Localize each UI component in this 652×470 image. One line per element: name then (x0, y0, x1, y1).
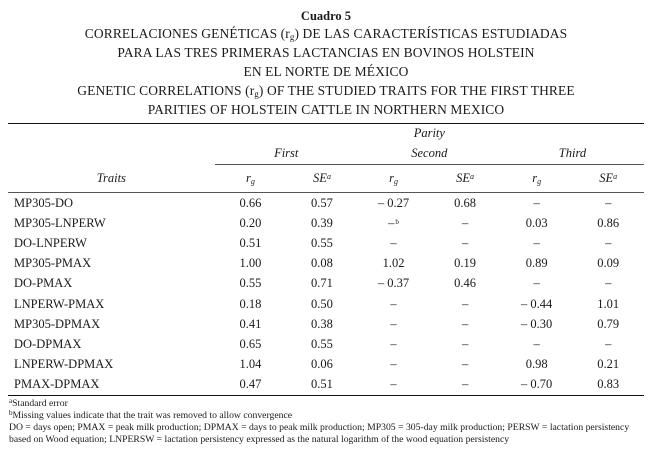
col-header-rg-third: $r_g$ (501, 165, 573, 193)
table-cell: – (605, 276, 612, 291)
table-cell: 0.83 (572, 375, 644, 396)
group-header-second: Second (358, 142, 501, 165)
table-cell: 0.65 (239, 336, 262, 351)
table-cell: – (390, 296, 397, 311)
genetic-correlations-table (8, 124, 644, 396)
table-row (8, 375, 644, 396)
trait-name: DO-DPMAX (14, 336, 82, 351)
table-row (8, 193, 644, 214)
parity-header-row (8, 124, 644, 142)
table-cell: – 0.37 (377, 276, 410, 291)
table-cell: – (461, 215, 469, 230)
trait-name: MP305-PMAX (14, 256, 92, 271)
table-cell-missing: –$^b$ (388, 215, 399, 230)
trait-name: LNPERW-DPMAX (14, 357, 114, 372)
table-cell: – (533, 276, 540, 291)
trait-name: LNPERW-PMAX (14, 296, 105, 311)
table-row (8, 254, 644, 274)
table-cell: – (533, 195, 540, 210)
table-cell: – (533, 235, 540, 250)
table-row (8, 294, 644, 314)
missing-footnote-mark: b (395, 217, 399, 226)
parity-header: Parity (413, 125, 445, 140)
table-number: Cuadro 5 (300, 9, 352, 23)
table-cell: 0.66 (239, 195, 262, 210)
table-cell: 1.02 (382, 256, 405, 271)
table-cell: 0.21 (597, 357, 620, 372)
table-cell: – (605, 336, 612, 351)
table-cell: 0.08 (311, 256, 333, 271)
title-english-line-1: GENETIC CORRELATIONS $(r_g)$ OF THE STUDIED TRAITS FOR THE FIRST THREE (77, 83, 575, 99)
table-cell: 0.86 (597, 215, 620, 230)
table-cell: 0.51 (239, 235, 262, 250)
abbreviations-note: DO = days open; PMAX = peak milk production; DPMAX = days to peak milk production; MP305 = 305-day milk production; PERSW = lactation persistency based on Wood equation; LNPERSW = lactation persistency expressed as the natural logarithm of the wood equation persistency (9, 422, 630, 446)
footnote-b: $^b$Missing values indicate that the trait was removed to allow convergence (9, 409, 293, 422)
table-cell: – (461, 316, 469, 331)
table-cell: 0.47 (215, 375, 287, 396)
table-cell: – (461, 296, 469, 311)
col-header-se-first: $SE^a$ (286, 165, 358, 193)
table-cell: 0.18 (239, 296, 262, 311)
table-cell: – 0.70 (501, 375, 573, 396)
table-cell: – (533, 336, 540, 351)
table-cell: 0.55 (239, 276, 262, 291)
footnote-a: $^a$Standard error (9, 396, 68, 409)
column-header-row (8, 165, 644, 193)
table-cell: 1.00 (239, 256, 262, 271)
table-cell: 0.46 (454, 276, 477, 291)
table-cell: – (461, 357, 469, 372)
table-cell: 0.98 (525, 357, 548, 372)
table-row (8, 355, 644, 375)
table-cell: 0.51 (286, 375, 358, 396)
table-cell: 0.71 (311, 276, 333, 291)
table-body (8, 193, 644, 396)
col-header-rg-second: $r_g$ (358, 165, 430, 193)
table-row (8, 334, 644, 354)
trait-name: MP305-DPMAX (14, 316, 101, 331)
table-cell: – (390, 357, 397, 372)
title-spanish-line-1: CORRELACIONES GENÉTICAS $(r_g)$ DE LAS CARACTERÍSTICAS ESTUDIADAS (84, 26, 568, 42)
table-row (8, 233, 644, 253)
table-row (8, 213, 644, 233)
table-row (8, 274, 644, 294)
table-cell: 0.50 (311, 296, 333, 311)
col-header-se-second: $SE^a$ (429, 165, 501, 193)
title-english-line-2: PARITIES OF HOLSTEIN CATTLE IN NORTHERN MEXICO (147, 102, 505, 117)
table-cell: 0.68 (454, 195, 477, 210)
table-cell: – 0.30 (521, 316, 553, 331)
table-cell: 0.19 (454, 256, 477, 271)
table-cell: 0.79 (597, 316, 620, 331)
table-cell: 0.55 (311, 336, 333, 351)
table-row (8, 314, 644, 334)
table-cell: 0.89 (525, 256, 548, 271)
table-cell: – (390, 235, 397, 250)
table-cell: 0.55 (311, 235, 333, 250)
table-cell: – (605, 235, 612, 250)
table-cell: 0.09 (597, 256, 620, 271)
col-header-se-third: $SE^a$ (572, 165, 644, 193)
table-cell: 0.06 (311, 357, 333, 372)
group-header-third: Third (501, 142, 644, 165)
group-header-first: First (215, 142, 358, 165)
table-cell: – (390, 336, 397, 351)
table-cell: – (605, 195, 612, 210)
table-caption (8, 8, 644, 119)
table-cell: – (461, 336, 469, 351)
table-cell: – 0.27 (377, 195, 410, 210)
table-cell: 0.39 (311, 215, 333, 230)
table-cell: 1.01 (597, 296, 620, 311)
trait-name: DO-LNPERW (14, 235, 87, 250)
title-spanish-line-3: EN EL NORTE DE MÉXICO (243, 64, 409, 79)
trait-name: MP305-DO (14, 195, 74, 210)
table-cell: 0.20 (239, 215, 262, 230)
table-footnotes (8, 398, 644, 447)
table-cell: 0.38 (311, 316, 333, 331)
table-cell: – (390, 316, 397, 331)
table-cell: 0.03 (525, 215, 548, 230)
table-cell: 0.41 (239, 316, 262, 331)
title-spanish-line-2: PARA LAS TRES PRIMERAS LACTANCIAS EN BOVINOS HOLSTEIN (117, 45, 535, 60)
table-cell: 1.04 (239, 357, 262, 372)
col-header-rg-first: $r_g$ (215, 165, 287, 193)
table-cell: 0.57 (311, 195, 333, 210)
traits-header: Traits (8, 165, 215, 193)
trait-name: PMAX-DPMAX (8, 375, 215, 396)
trait-name: MP305-LNPERW (14, 215, 106, 230)
group-header-row (8, 142, 644, 165)
table-cell: – (429, 375, 501, 396)
table-cell: – (461, 235, 469, 250)
trait-name: DO-PMAX (14, 276, 73, 291)
table-cell: – (358, 375, 430, 396)
table-cell: – 0.44 (521, 296, 553, 311)
